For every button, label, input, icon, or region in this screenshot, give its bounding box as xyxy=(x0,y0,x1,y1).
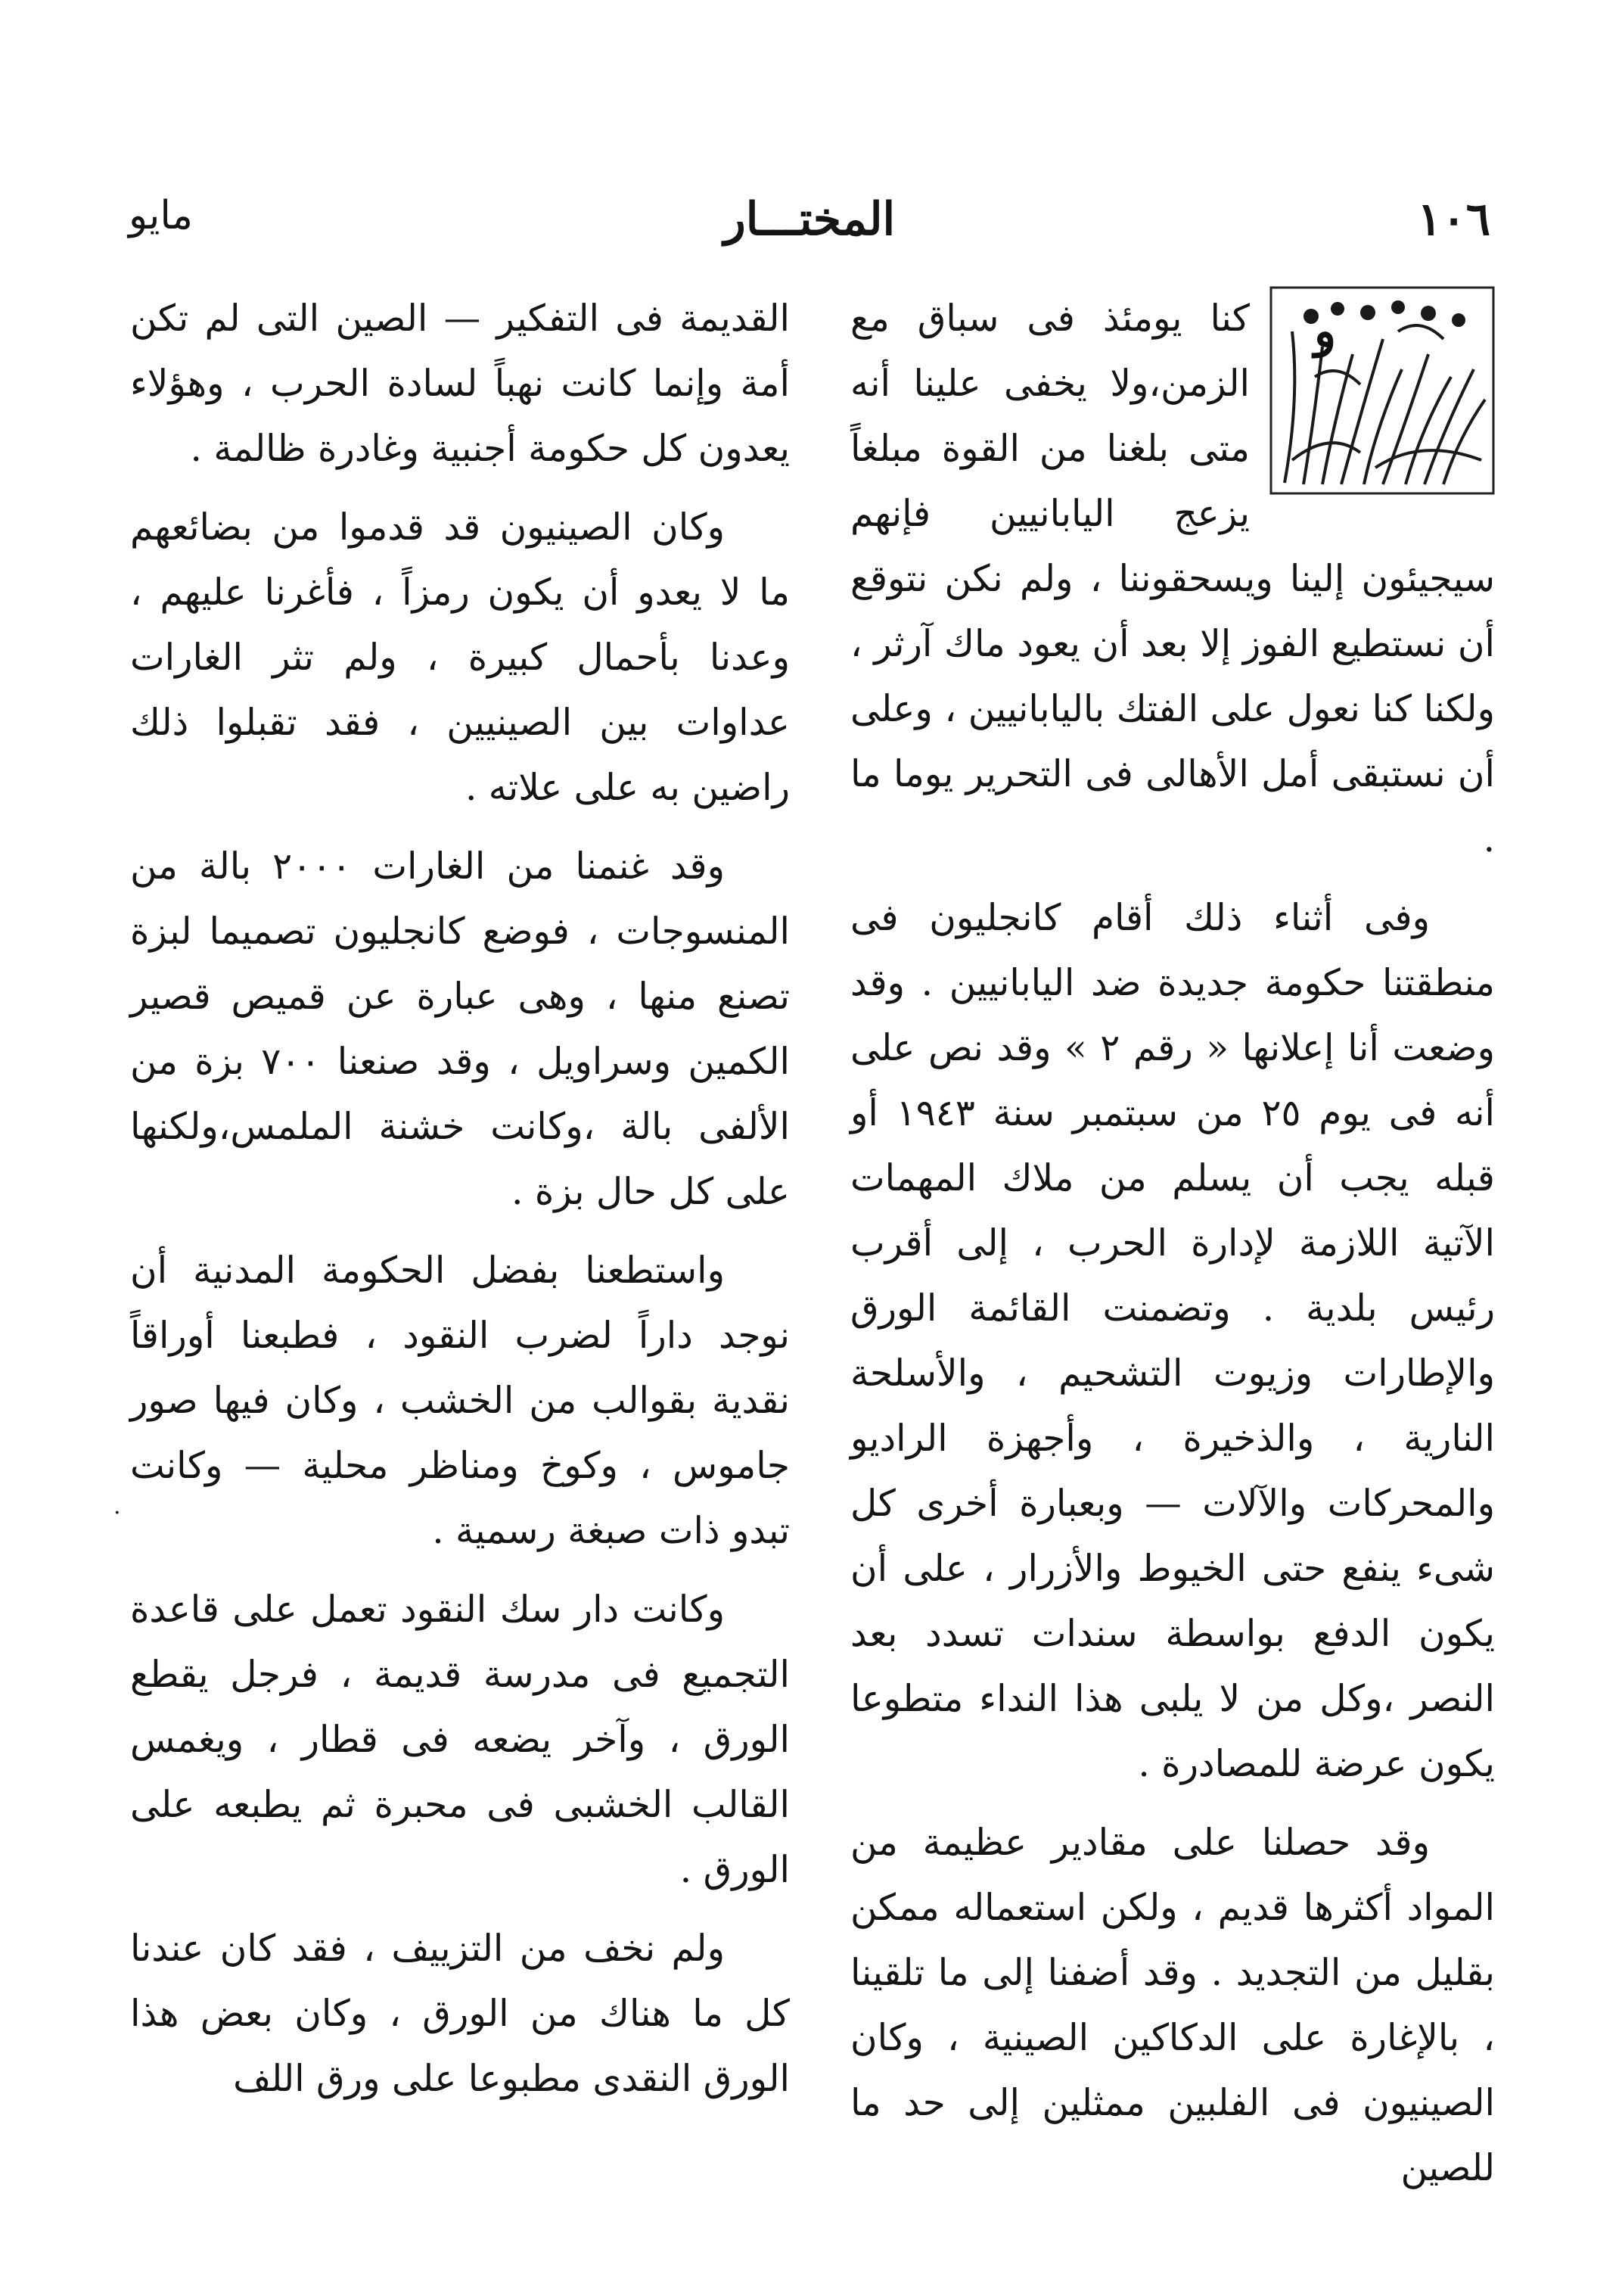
paragraph: وفى أثناء ذلك أقام كانجليون فى منطقتنا حكومة جديدة ضد اليابانيين . وقد وضعت أنا إعلانها « رقم ٢ » وقد نص على أنه فى يوم ٢٥ من سبتمبر سنة ١٩٤٣ أو قبله يجب أن يسلم من ملاك المهمات الآتية اللازمة لإدارة الحرب ، إلى أقرب رئيس بلدية . وتضمنت القائمة الورق والإطارات وزيوت التشحيم ، والأسلحة النارية ، والذخيرة ، وأجهزة الراديو والمحركات والآلات — وبعبارة أخرى كل شىء ينفع حتى الخيوط والأزرار ، على أن يكون الدفع بواسطة سندات تسدد بعد النصر ،وكل من لا يلبى هذا النداء متطوعا يكون عرضة للمصادرة . xyxy=(850,897,1496,1785)
dropcap-letter: و xyxy=(1314,305,1336,358)
grass-illustration-icon xyxy=(1269,286,1495,495)
paragraph: واستطعنا بفضل الحكومة المدنية أن نوجد داراً لضرب النقود ، فطبعنا أوراقاً نقدية بقوالب من الخشب ، وكان فيها صور جاموس ، وكوخ ومناظر محلية — وكانت تبدو ذات صبغة رسمية . xyxy=(130,1249,790,1552)
paragraph xyxy=(850,286,1495,872)
margin-mark: · xyxy=(113,1500,121,1526)
page-number: ١٠٦ xyxy=(1417,193,1490,246)
left-column xyxy=(130,286,790,2125)
paragraph: وكانت دار سك النقود تعمل على قاعدة التجميع فى مدرسة قديمة ، فرجل يقطع الورق ، وآخر يضعه فى قطار ، ويغمس القالب الخشبى فى محبرة ثم يطبعه على الورق . xyxy=(130,1588,790,1891)
dropcap-illustration xyxy=(1269,286,1495,495)
page-header xyxy=(129,193,1490,261)
paragraph: وقد حصلنا على مقادير عظيمة من المواد أكثرها قديم ، ولكن استعماله ممكن بقليل من التجديد . وقد أضفنا إلى ما تلقينا ، بالإغارة على الدكاكين الصينية ، وكان الصينيون فى الفلبين ممثلين إلى حد ما للصين xyxy=(850,1822,1495,2189)
magazine-title: المختـــار xyxy=(723,193,896,246)
paragraph: وقد غنمنا من الغارات ٢٠٠٠ بالة من المنسوجات ، فوضع كانجليون تصميما لبزة تصنع منها ، وهى عبارة عن قميص قصير الكمين وسراويل ، وقد صنعنا ٧٠٠ بزة من الألفى بالة ،وكانت خشنة الملمس،ولكنها على كل حال بزة . xyxy=(130,845,790,1213)
paragraph: ولم نخف من التزييف ، فقد كان عندنا كل ما هناك من الورق ، وكان بعض هذا الورق النقدى مطبوعا على ورق اللف xyxy=(130,1927,790,2100)
paragraph: القديمة فى التفكير — الصين التى لم تكن أمة وإنما كانت نهباً لسادة الحرب ، وهؤلاء يعدون كل حكومة أجنبية وغادرة ظالمة . xyxy=(130,297,790,470)
paragraph-text: كنا يومئذ فى سباق مع الزمن،ولا يخفى علينا أنه متى بلغنا من القوة مبلغاً يزعج اليابانيين فإنهم سيجيئون إلينا ويسحقوننا ، ولم نكن نتوقع أن نستطيع الفوز إلا بعد أن يعود ماك آرثر ، ولكنا كنا نعول على الفتك باليابانيين ، وعلى أن نستبقى أمل الأهالى فى التحرير يوما ما . xyxy=(850,297,1495,860)
paragraph: وكان الصينيون قد قدموا من بضائعهم ما لا يعدو أن يكون رمزاً ، فأغرنا عليهم ، وعدنا بأحمال كبيرة ، ولم تثر الغارات عداوات بين الصينيين ، فقد تقبلوا ذلك راضين به على علاته . xyxy=(130,506,790,809)
issue-month: مايو xyxy=(129,193,194,238)
right-column xyxy=(850,286,1495,2214)
